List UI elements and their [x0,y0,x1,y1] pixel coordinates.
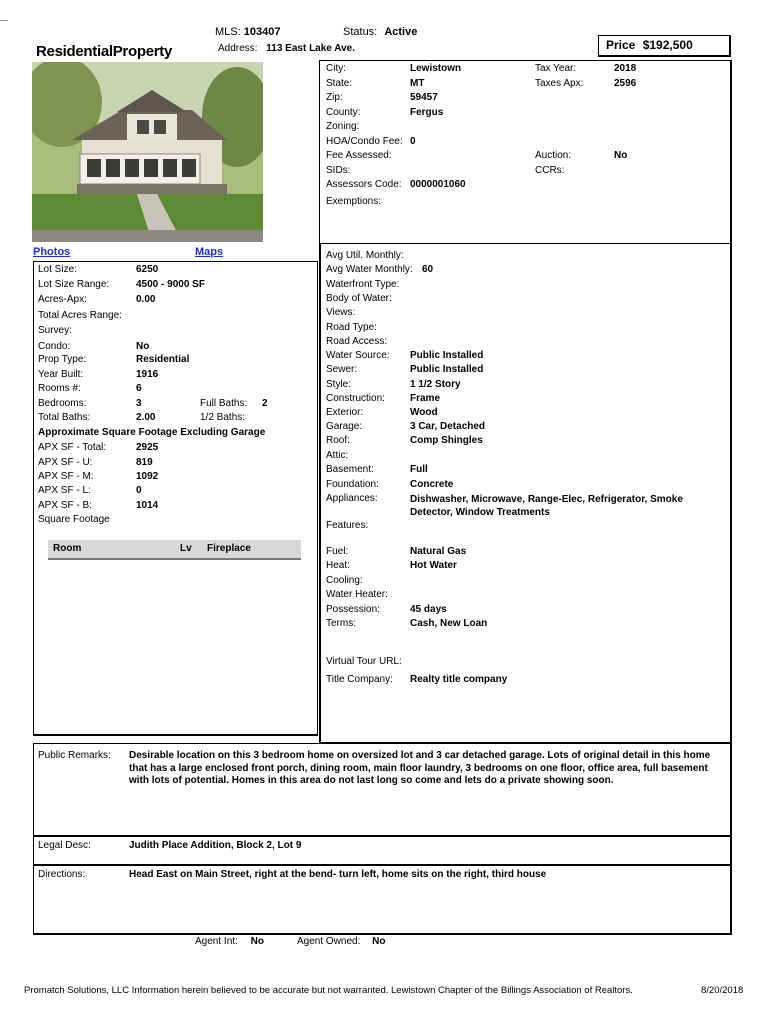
water-source-value: Public Installed [410,350,484,361]
house-image [32,62,263,242]
attic-label: Attic: [326,450,349,461]
sewer-label: Sewer: [326,364,358,375]
mls-number: 103407 [243,26,281,38]
road-access-label: Road Access: [326,336,388,347]
total-baths-value: 2.00 [136,412,156,423]
sids-label: SIDs: [326,164,351,176]
tax-year-value: 2018 [614,63,637,74]
lot-size-range-label: Lot Size Range: [38,279,110,290]
col-lv: Lv [180,543,192,554]
bedrooms-value: 3 [136,398,142,409]
col-room: Room [53,543,82,554]
avg-water-label: Avg Water Monthly: [326,264,413,275]
year-built-label: Year Built: [38,369,84,380]
terms-value: Cash, New Loan [410,618,488,629]
taxes-apx-value: 2596 [614,77,637,89]
cooling-label: Cooling: [326,575,363,586]
legal-label: Legal Desc: [38,840,91,851]
apx-l-value: 0 [136,485,142,496]
address-line [218,43,355,54]
waterfront-label: Waterfront Type: [326,279,400,290]
apx-m-label: APX SF - M: [38,471,94,482]
address-label: Address: [218,43,258,54]
hoa-value: 0 [410,135,416,147]
features-label: Features: [326,520,369,531]
footer-disclaimer: Promatch Solutions, LLC Information herein believed to be accurate but not warranted. Lewistown Chapter of the Billings Association of Realtors. [24,985,633,996]
lot-size-range-value: 4500 - 9000 SF [136,279,205,290]
water-heater-label: Water Heater: [326,589,388,600]
agent-owned-value: No [372,936,386,947]
sqft-source-label: Square Footage [38,514,110,525]
apx-total-label: APX SF - Total: [38,442,107,453]
county-value: Fergus [410,106,444,118]
terms-label: Terms: [326,618,356,629]
survey-label: Survey: [38,325,72,336]
status-line [343,26,417,38]
state-label: State: [326,77,353,89]
maps-link[interactable]: Maps [195,246,224,258]
acres-apx-label: Acres-Apx: [38,294,87,305]
garage-label: Garage: [326,421,363,432]
apx-u-value: 819 [136,457,153,468]
road-type-label: Road Type: [326,322,377,333]
agent-owned-label: Agent Owned: [297,936,361,947]
photos-link[interactable]: Photos [33,246,71,258]
half-baths-label: 1/2 Baths: [200,412,246,423]
directions-value: Head East on Main Street, right at the bend- turn left, home sits on the right, third house [129,869,547,880]
total-acres-range-label: Total Acres Range: [38,310,122,321]
agent-int-label: Agent Int: [195,936,238,947]
property-photo[interactable] [32,62,263,242]
prop-type-value: Residential [136,354,190,365]
exterior-value: Wood [410,407,438,418]
title-company-value: Realty title company [410,674,508,685]
fuel-value: Natural Gas [410,546,467,557]
heat-label: Heat: [326,560,350,571]
city-value: Lewistown [410,63,462,74]
appliances-value: Dishwasher, Microwave, Range-Elec, Refrigerator, Smoke Detector, Window Treatments [410,494,683,518]
condo-value: No [136,341,150,352]
basement-label: Basement: [326,464,374,475]
lot-size-value: 6250 [136,264,159,275]
avg-water-value: 60 [422,264,434,275]
page-title: ResidentialProperty [36,43,173,60]
exterior-label: Exterior: [326,407,364,418]
footer-date: 8/20/2018 [701,985,744,996]
county-label: County: [326,106,361,118]
ccrs-label: CCRs: [535,164,565,176]
agent-int [195,936,264,947]
auction-label: Auction: [535,150,572,161]
tax-year-label: Tax Year: [535,63,577,74]
location-fields [326,63,726,243]
garage-value: 3 Car, Detached [410,421,486,432]
corner-mark [0,20,8,21]
avg-util-label: Avg Util. Monthly: [326,250,404,261]
prop-type-label: Prop Type: [38,354,87,365]
style-label: Style: [326,379,352,390]
col-fireplace: Fireplace [207,543,251,554]
foundation-value: Concrete [410,479,454,490]
agent-owned [297,936,386,947]
status-value: Active [384,26,418,38]
zip-label: Zip: [326,92,343,103]
heat-value: Hot Water [410,560,457,571]
views-label: Views: [326,307,356,318]
price-label: Price [606,38,636,52]
mls-line [215,26,280,38]
fuel-label: Fuel: [326,546,349,557]
assessors-code-label: Assessors Code: [326,179,402,190]
right-fields [326,250,726,690]
apx-m-value: 1092 [136,471,159,482]
lot-size-label: Lot Size: [38,264,77,275]
agent-int-value: No [250,936,264,947]
bedrooms-label: Bedrooms: [38,398,87,409]
virtual-tour-label: Virtual Tour URL: [326,656,402,667]
mls-label: MLS: [215,26,241,38]
legal-value: Judith Place Addition, Block 2, Lot 9 [129,840,302,851]
hoa-label: HOA/Condo Fee: [326,135,403,147]
construction-label: Construction: [326,393,385,404]
acres-apx-value: 0.00 [136,294,156,305]
body-water-label: Body of Water: [326,293,392,304]
price-box [598,35,731,57]
city-label: City: [326,63,346,74]
directions-label: Directions: [38,869,86,880]
water-source-label: Water Source: [326,350,390,361]
full-baths-label: Full Baths: [200,398,248,409]
roof-label: Roof: [326,435,350,446]
apx-total-value: 2925 [136,442,159,453]
roof-value: Comp Shingles [410,435,483,446]
foundation-label: Foundation: [326,479,379,490]
status-label: Status: [343,26,378,38]
exemptions-label: Exemptions: [326,196,382,207]
basement-value: Full [410,464,428,475]
rooms-table-header [48,540,301,560]
address-value: 113 East Lake Ave. [266,43,356,54]
style-value: 1 1/2 Story [410,379,461,390]
appliances-label: Appliances: [326,493,378,504]
year-built-value: 1916 [136,369,159,380]
total-baths-label: Total Baths: [38,412,91,423]
apx-l-label: APX SF - L: [38,485,91,496]
sewer-value: Public Installed [410,364,484,375]
auction-value: No [614,150,628,161]
zoning-label: Zoning: [326,121,360,132]
apx-b-label: APX SF - B: [38,500,92,511]
title-company-label: Title Company: [326,674,393,685]
assessors-code-value: 0000001060 [410,179,466,190]
possession-value: 45 days [410,604,447,615]
left-fields [38,264,313,534]
construction-value: Frame [410,393,441,404]
possession-label: Possession: [326,604,380,615]
rooms-value: 6 [136,383,142,394]
apx-u-label: APX SF - U: [38,457,93,468]
zip-value: 59457 [410,92,438,103]
rooms-label: Rooms #: [38,383,81,394]
full-baths-value: 2 [262,398,268,409]
remarks-text: Desirable location on this 3 bedroom home on oversized lot and 3 car detached garage. Lots of original detail in this home that has a large enclosed front porch, dining room, main floor laundry, 3 bedrooms on one floor, office area, full basement with lots of potential. Homes in this area do not last long so come and lets do a private showing soon. [129,750,711,786]
condo-label: Condo: [38,341,71,352]
state-value: MT [410,77,425,89]
sqft-heading: Approximate Square Footage Excluding Garage [38,427,266,438]
fee-assessed-label: Fee Assessed: [326,150,392,161]
remarks-label: Public Remarks: [38,750,111,761]
taxes-apx-label: Taxes Apx: [535,77,584,89]
apx-b-value: 1014 [136,500,159,511]
price-value: $192,500 [642,38,693,52]
